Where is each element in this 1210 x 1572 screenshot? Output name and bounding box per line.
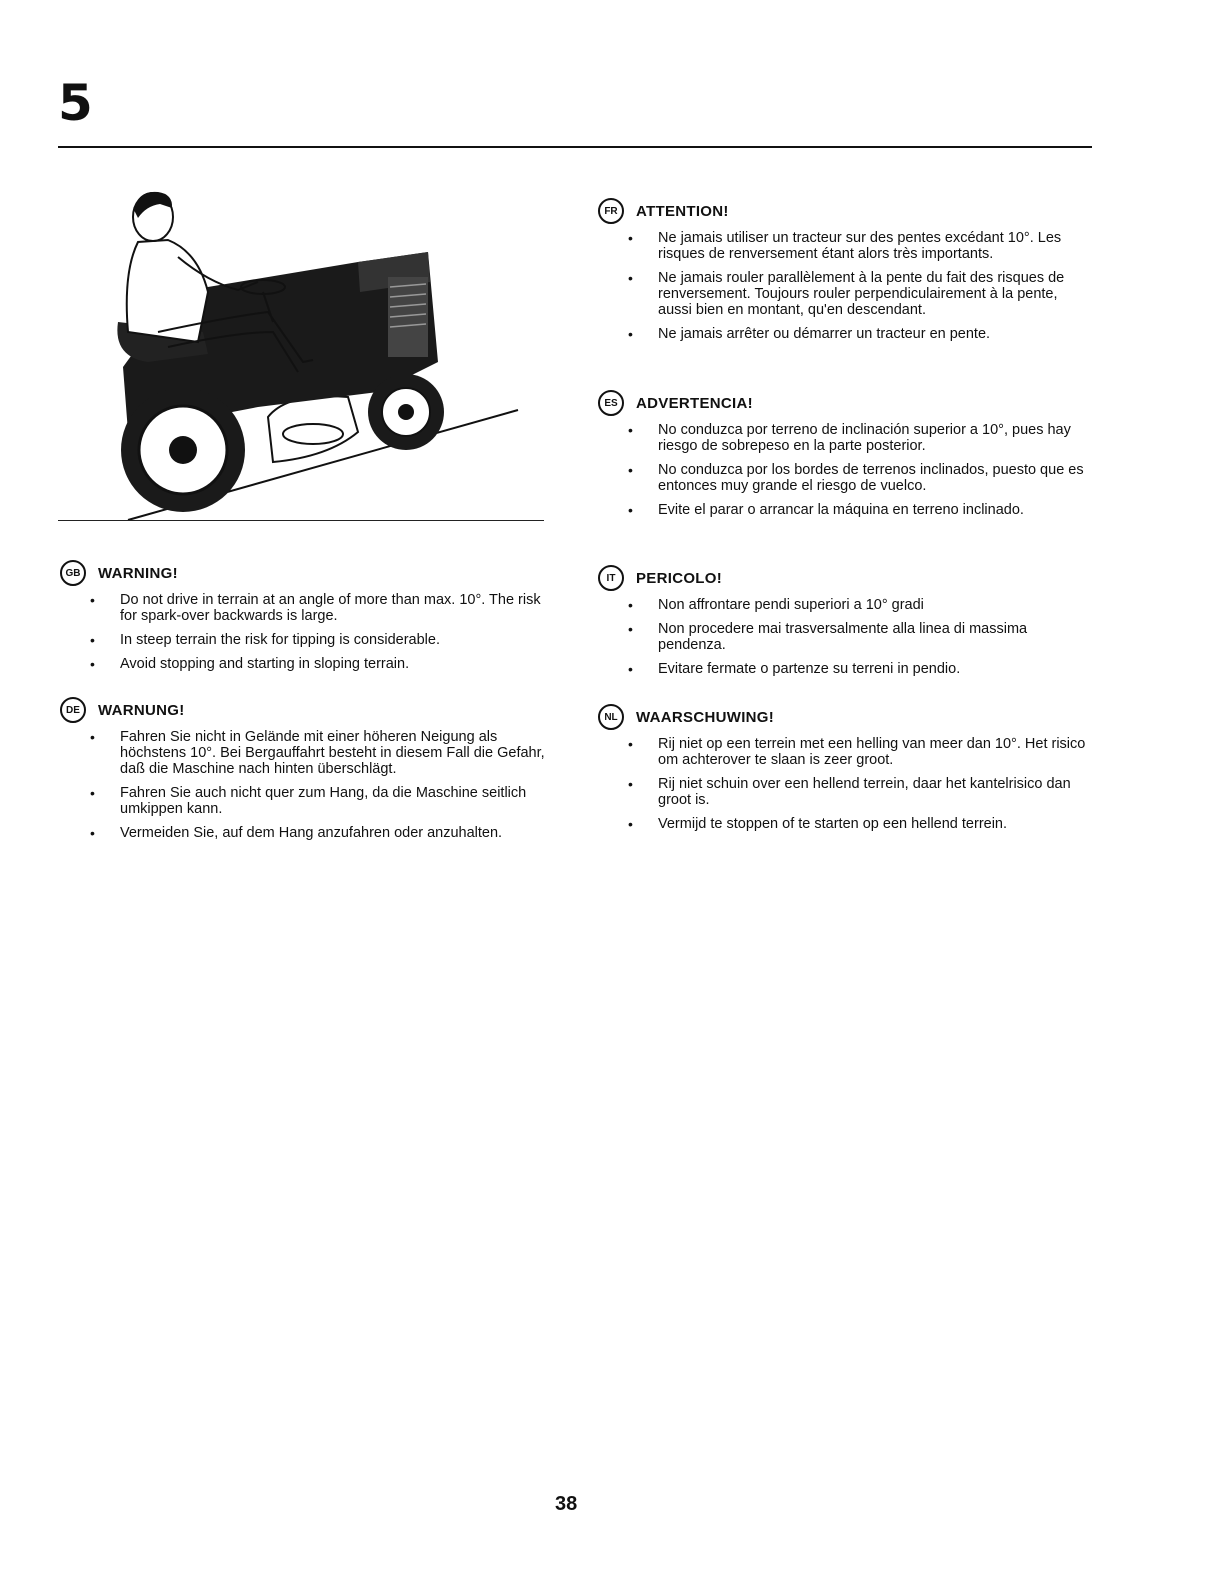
page-number: 38 [555,1493,578,1515]
section-fr [598,198,1088,350]
nl-flag-icon: NL [598,704,624,730]
list-item: • Rij niet schuin over een hellend terrein, daar het kantelrisico dan groot is. [598,776,1088,808]
section-gb [60,560,550,680]
chapter-number: 5 [58,74,93,132]
section-title: WARNUNG! [98,701,185,719]
list-item: • Ne jamais rouler parallèlement à la pente du fait des risques de renversement. Toujours rouler perpendiculairement à la pente, aussi bien en montant, qu'en descendant. [598,270,1088,318]
section-title: ATTENTION! [636,202,729,220]
list-item: • Evitare fermate o partenze su terreni in pendio. [598,661,1088,677]
section-title: ADVERTENCIA! [636,394,753,412]
list-item: • Vermeiden Sie, auf dem Hang anzufahren oder anzuhalten. [60,825,550,841]
list-item: • In steep terrain the risk for tipping is considerable. [60,632,550,648]
section-de [60,697,550,849]
section-it [598,565,1088,685]
header-rule [58,146,1092,148]
list-item: • Rij niet op een terrein met een helling van meer dan 10°. Het risico om achterover te slaan is zeer groot. [598,736,1088,768]
list-item: • Avoid stopping and starting in sloping terrain. [60,656,550,672]
list-item: • Fahren Sie auch nicht quer zum Hang, da die Maschine seitlich umkippen kann. [60,785,550,817]
list-item: • Non affrontare pendi superiori a 10° gradi [598,597,1088,613]
list-item: • Non procedere mai trasversalmente alla linea di massima pendenza. [598,621,1088,653]
list-item: • Evite el parar o arrancar la máquina en terreno inclinado. [598,502,1088,518]
section-es [598,390,1088,526]
list-item: • No conduzca por terreno de inclinación superior a 10°, pues hay riesgo de sobrepeso en la parte posterior. [598,422,1088,454]
it-flag-icon: IT [598,565,624,591]
list-item: • Ne jamais utiliser un tracteur sur des pentes excédant 10°. Les risques de renversement étant alors très importants. [598,230,1088,262]
section-title: PERICOLO! [636,569,723,587]
list-item: • Fahren Sie nicht in Gelände mit einer höheren Neigung als höchstens 10°. Bei Bergauffahrt besteht in diesem Fall die Gefahr, daß die Maschine nach hinten überschlägt. [60,729,550,777]
illustration-rule [58,520,544,521]
section-title: WARNING! [98,564,178,582]
list-item: • No conduzca por los bordes de terrenos inclinados, puesto que es entonces muy grande el riesgo de vuelco. [598,462,1088,494]
list-item: • Ne jamais arrêter ou démarrer un tracteur en pente. [598,326,1088,342]
section-nl [598,704,1088,840]
de-flag-icon: DE [60,697,86,723]
fr-flag-icon: FR [598,198,624,224]
tractor-on-slope-illustration [58,182,546,522]
list-item: • Vermijd te stoppen of te starten op een hellend terrein. [598,816,1088,832]
es-flag-icon: ES [598,390,624,416]
section-title: WAARSCHUWING! [636,708,775,726]
list-item: • Do not drive in terrain at an angle of more than max. 10°. The risk for spark-over backwards is large. [60,592,550,624]
gb-flag-icon: GB [60,560,86,586]
